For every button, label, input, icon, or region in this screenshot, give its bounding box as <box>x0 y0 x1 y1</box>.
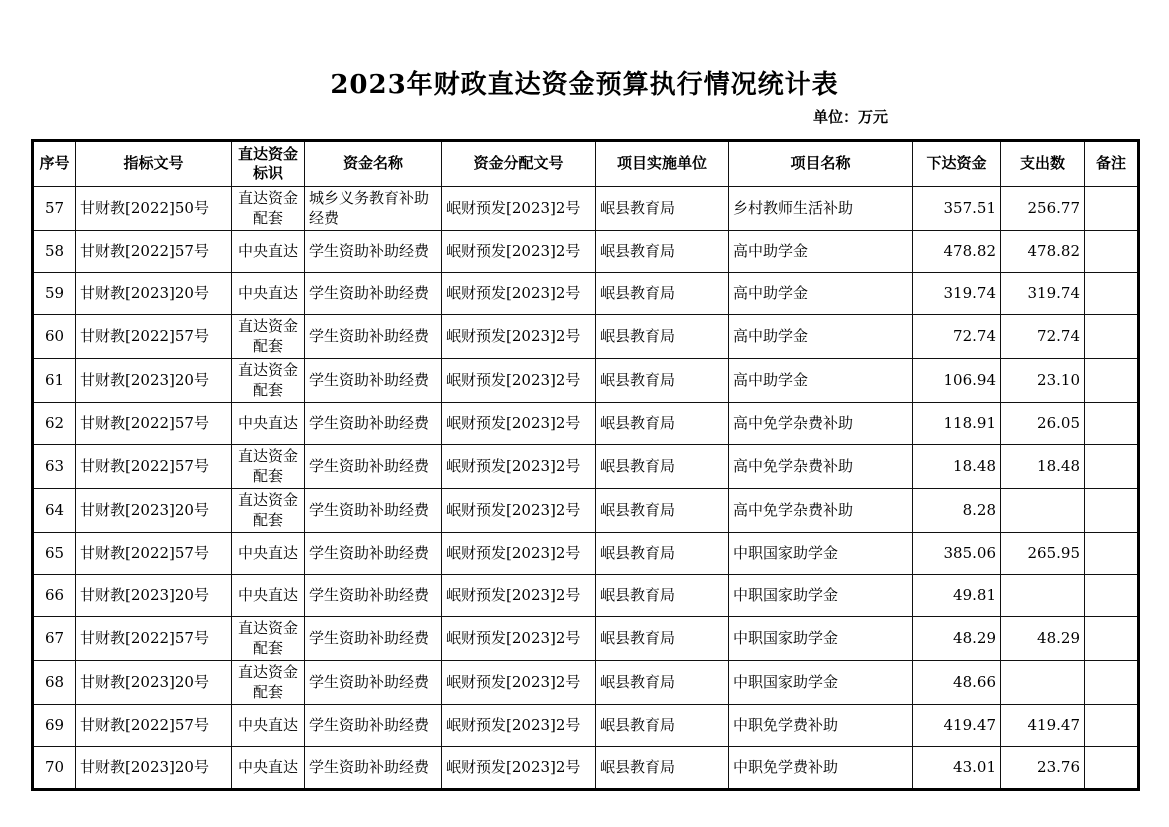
cell-fund-flag: 中央直达 <box>232 533 305 575</box>
cell-unit: 岷县教育局 <box>596 231 729 273</box>
cell-alloc-doc-no: 岷财预发[2023]2号 <box>442 747 596 790</box>
cell-unit: 岷县教育局 <box>596 617 729 661</box>
header-spent: 支出数 <box>1001 141 1085 187</box>
cell-remark <box>1085 231 1139 273</box>
cell-alloc-doc-no: 岷财预发[2023]2号 <box>442 315 596 359</box>
cell-fund-name: 学生资助补助经费 <box>305 231 442 273</box>
cell-project-name: 中职国家助学金 <box>729 533 913 575</box>
cell-fund-flag: 中央直达 <box>232 747 305 790</box>
cell-fund-name: 学生资助补助经费 <box>305 533 442 575</box>
table-body <box>33 187 1139 790</box>
cell-fund-flag: 直达资金配套 <box>232 489 305 533</box>
cell-doc-no: 甘财教[2022]57号 <box>76 403 232 445</box>
cell-doc-no: 甘财教[2023]20号 <box>76 575 232 617</box>
cell-alloc-doc-no: 岷财预发[2023]2号 <box>442 617 596 661</box>
cell-spent: 72.74 <box>1001 315 1085 359</box>
cell-project-name: 中职国家助学金 <box>729 575 913 617</box>
cell-fund-name: 学生资助补助经费 <box>305 661 442 705</box>
cell-allocated: 357.51 <box>913 187 1001 231</box>
cell-index: 59 <box>33 273 76 315</box>
cell-allocated: 419.47 <box>913 705 1001 747</box>
table-row <box>33 403 1139 445</box>
cell-doc-no: 甘财教[2022]57号 <box>76 705 232 747</box>
cell-remark <box>1085 315 1139 359</box>
cell-spent: 256.77 <box>1001 187 1085 231</box>
cell-remark <box>1085 533 1139 575</box>
header-allocated: 下达资金 <box>913 141 1001 187</box>
cell-allocated: 72.74 <box>913 315 1001 359</box>
cell-alloc-doc-no: 岷财预发[2023]2号 <box>442 705 596 747</box>
cell-spent: 18.48 <box>1001 445 1085 489</box>
cell-unit: 岷县教育局 <box>596 705 729 747</box>
unit-label: 单位：万元 <box>813 108 889 126</box>
cell-fund-flag: 中央直达 <box>232 231 305 273</box>
cell-spent: 419.47 <box>1001 705 1085 747</box>
cell-project-name: 高中免学杂费补助 <box>729 403 913 445</box>
cell-allocated: 106.94 <box>913 359 1001 403</box>
cell-project-name: 高中助学金 <box>729 231 913 273</box>
table-row <box>33 187 1139 231</box>
cell-doc-no: 甘财教[2022]57号 <box>76 533 232 575</box>
cell-spent <box>1001 575 1085 617</box>
cell-doc-no: 甘财教[2022]57号 <box>76 617 232 661</box>
cell-fund-name: 学生资助补助经费 <box>305 315 442 359</box>
cell-fund-flag: 直达资金配套 <box>232 359 305 403</box>
cell-alloc-doc-no: 岷财预发[2023]2号 <box>442 231 596 273</box>
cell-project-name: 高中助学金 <box>729 273 913 315</box>
cell-spent: 319.74 <box>1001 273 1085 315</box>
cell-remark <box>1085 705 1139 747</box>
cell-fund-flag: 中央直达 <box>232 273 305 315</box>
cell-allocated: 18.48 <box>913 445 1001 489</box>
table-row <box>33 747 1139 790</box>
cell-doc-no: 甘财教[2022]50号 <box>76 187 232 231</box>
cell-unit: 岷县教育局 <box>596 315 729 359</box>
cell-index: 61 <box>33 359 76 403</box>
cell-spent: 265.95 <box>1001 533 1085 575</box>
cell-fund-name: 学生资助补助经费 <box>305 445 442 489</box>
cell-fund-name: 学生资助补助经费 <box>305 403 442 445</box>
budget-execution-table <box>31 139 1140 791</box>
cell-doc-no: 甘财教[2022]57号 <box>76 445 232 489</box>
cell-index: 66 <box>33 575 76 617</box>
cell-doc-no: 甘财教[2023]20号 <box>76 661 232 705</box>
cell-project-name: 乡村教师生活补助 <box>729 187 913 231</box>
cell-spent: 478.82 <box>1001 231 1085 273</box>
cell-fund-name: 城乡义务教育补助经费 <box>305 187 442 231</box>
cell-project-name: 高中免学杂费补助 <box>729 489 913 533</box>
cell-allocated: 48.66 <box>913 661 1001 705</box>
cell-remark <box>1085 747 1139 790</box>
cell-spent <box>1001 661 1085 705</box>
cell-project-name: 中职免学费补助 <box>729 747 913 790</box>
cell-index: 64 <box>33 489 76 533</box>
cell-fund-flag: 中央直达 <box>232 403 305 445</box>
cell-unit: 岷县教育局 <box>596 359 729 403</box>
cell-allocated: 319.74 <box>913 273 1001 315</box>
cell-allocated: 49.81 <box>913 575 1001 617</box>
cell-fund-flag: 直达资金配套 <box>232 187 305 231</box>
cell-alloc-doc-no: 岷财预发[2023]2号 <box>442 489 596 533</box>
cell-remark <box>1085 187 1139 231</box>
cell-remark <box>1085 445 1139 489</box>
cell-fund-flag: 中央直达 <box>232 575 305 617</box>
cell-index: 70 <box>33 747 76 790</box>
cell-unit: 岷县教育局 <box>596 575 729 617</box>
cell-index: 69 <box>33 705 76 747</box>
header-fund-flag: 直达资金标识 <box>232 141 305 187</box>
cell-alloc-doc-no: 岷财预发[2023]2号 <box>442 533 596 575</box>
table-row <box>33 231 1139 273</box>
cell-doc-no: 甘财教[2022]57号 <box>76 231 232 273</box>
cell-doc-no: 甘财教[2023]20号 <box>76 359 232 403</box>
table-header <box>33 141 1139 187</box>
cell-allocated: 43.01 <box>913 747 1001 790</box>
cell-remark <box>1085 617 1139 661</box>
table-row <box>33 533 1139 575</box>
cell-project-name: 高中免学杂费补助 <box>729 445 913 489</box>
cell-fund-name: 学生资助补助经费 <box>305 359 442 403</box>
cell-fund-name: 学生资助补助经费 <box>305 705 442 747</box>
cell-fund-flag: 直达资金配套 <box>232 315 305 359</box>
cell-allocated: 118.91 <box>913 403 1001 445</box>
cell-unit: 岷县教育局 <box>596 747 729 790</box>
table-row <box>33 661 1139 705</box>
table-row <box>33 315 1139 359</box>
cell-remark <box>1085 273 1139 315</box>
cell-fund-flag: 中央直达 <box>232 705 305 747</box>
cell-spent <box>1001 489 1085 533</box>
header-remark: 备注 <box>1085 141 1139 187</box>
table-row <box>33 273 1139 315</box>
cell-spent: 26.05 <box>1001 403 1085 445</box>
cell-fund-name: 学生资助补助经费 <box>305 273 442 315</box>
cell-project-name: 高中助学金 <box>729 315 913 359</box>
cell-alloc-doc-no: 岷财预发[2023]2号 <box>442 403 596 445</box>
header-row <box>33 141 1139 187</box>
cell-allocated: 48.29 <box>913 617 1001 661</box>
cell-index: 58 <box>33 231 76 273</box>
cell-remark <box>1085 661 1139 705</box>
table-row <box>33 359 1139 403</box>
cell-remark <box>1085 489 1139 533</box>
cell-alloc-doc-no: 岷财预发[2023]2号 <box>442 445 596 489</box>
cell-spent: 23.76 <box>1001 747 1085 790</box>
cell-fund-flag: 直达资金配套 <box>232 445 305 489</box>
cell-unit: 岷县教育局 <box>596 273 729 315</box>
header-fund-name: 资金名称 <box>305 141 442 187</box>
cell-index: 68 <box>33 661 76 705</box>
cell-doc-no: 甘财教[2023]20号 <box>76 273 232 315</box>
cell-project-name: 中职国家助学金 <box>729 661 913 705</box>
cell-unit: 岷县教育局 <box>596 403 729 445</box>
cell-alloc-doc-no: 岷财预发[2023]2号 <box>442 273 596 315</box>
cell-alloc-doc-no: 岷财预发[2023]2号 <box>442 187 596 231</box>
cell-fund-name: 学生资助补助经费 <box>305 575 442 617</box>
header-unit: 项目实施单位 <box>596 141 729 187</box>
cell-doc-no: 甘财教[2023]20号 <box>76 747 232 790</box>
cell-fund-flag: 直达资金配套 <box>232 617 305 661</box>
cell-alloc-doc-no: 岷财预发[2023]2号 <box>442 661 596 705</box>
cell-project-name: 中职国家助学金 <box>729 617 913 661</box>
cell-index: 62 <box>33 403 76 445</box>
cell-unit: 岷县教育局 <box>596 187 729 231</box>
cell-index: 57 <box>33 187 76 231</box>
cell-alloc-doc-no: 岷财预发[2023]2号 <box>442 575 596 617</box>
cell-remark <box>1085 359 1139 403</box>
cell-project-name: 高中助学金 <box>729 359 913 403</box>
header-doc-no: 指标文号 <box>76 141 232 187</box>
cell-unit: 岷县教育局 <box>596 445 729 489</box>
table-row <box>33 705 1139 747</box>
cell-spent: 23.10 <box>1001 359 1085 403</box>
cell-alloc-doc-no: 岷财预发[2023]2号 <box>442 359 596 403</box>
cell-index: 65 <box>33 533 76 575</box>
cell-fund-name: 学生资助补助经费 <box>305 747 442 790</box>
cell-project-name: 中职免学费补助 <box>729 705 913 747</box>
header-project-name: 项目名称 <box>729 141 913 187</box>
cell-unit: 岷县教育局 <box>596 489 729 533</box>
cell-unit: 岷县教育局 <box>596 533 729 575</box>
cell-remark <box>1085 575 1139 617</box>
header-alloc-doc-no: 资金分配文号 <box>442 141 596 187</box>
cell-doc-no: 甘财教[2022]57号 <box>76 315 232 359</box>
cell-fund-name: 学生资助补助经费 <box>305 489 442 533</box>
cell-index: 67 <box>33 617 76 661</box>
cell-allocated: 478.82 <box>913 231 1001 273</box>
page-title: 2023年财政直达资金预算执行情况统计表 <box>330 70 839 100</box>
table-row <box>33 489 1139 533</box>
cell-index: 63 <box>33 445 76 489</box>
header-index: 序号 <box>33 141 76 187</box>
cell-fund-name: 学生资助补助经费 <box>305 617 442 661</box>
cell-spent: 48.29 <box>1001 617 1085 661</box>
table-row <box>33 445 1139 489</box>
table-row <box>33 617 1139 661</box>
cell-allocated: 8.28 <box>913 489 1001 533</box>
table-row <box>33 575 1139 617</box>
cell-doc-no: 甘财教[2023]20号 <box>76 489 232 533</box>
cell-allocated: 385.06 <box>913 533 1001 575</box>
cell-index: 60 <box>33 315 76 359</box>
cell-fund-flag: 直达资金配套 <box>232 661 305 705</box>
cell-unit: 岷县教育局 <box>596 661 729 705</box>
cell-remark <box>1085 403 1139 445</box>
